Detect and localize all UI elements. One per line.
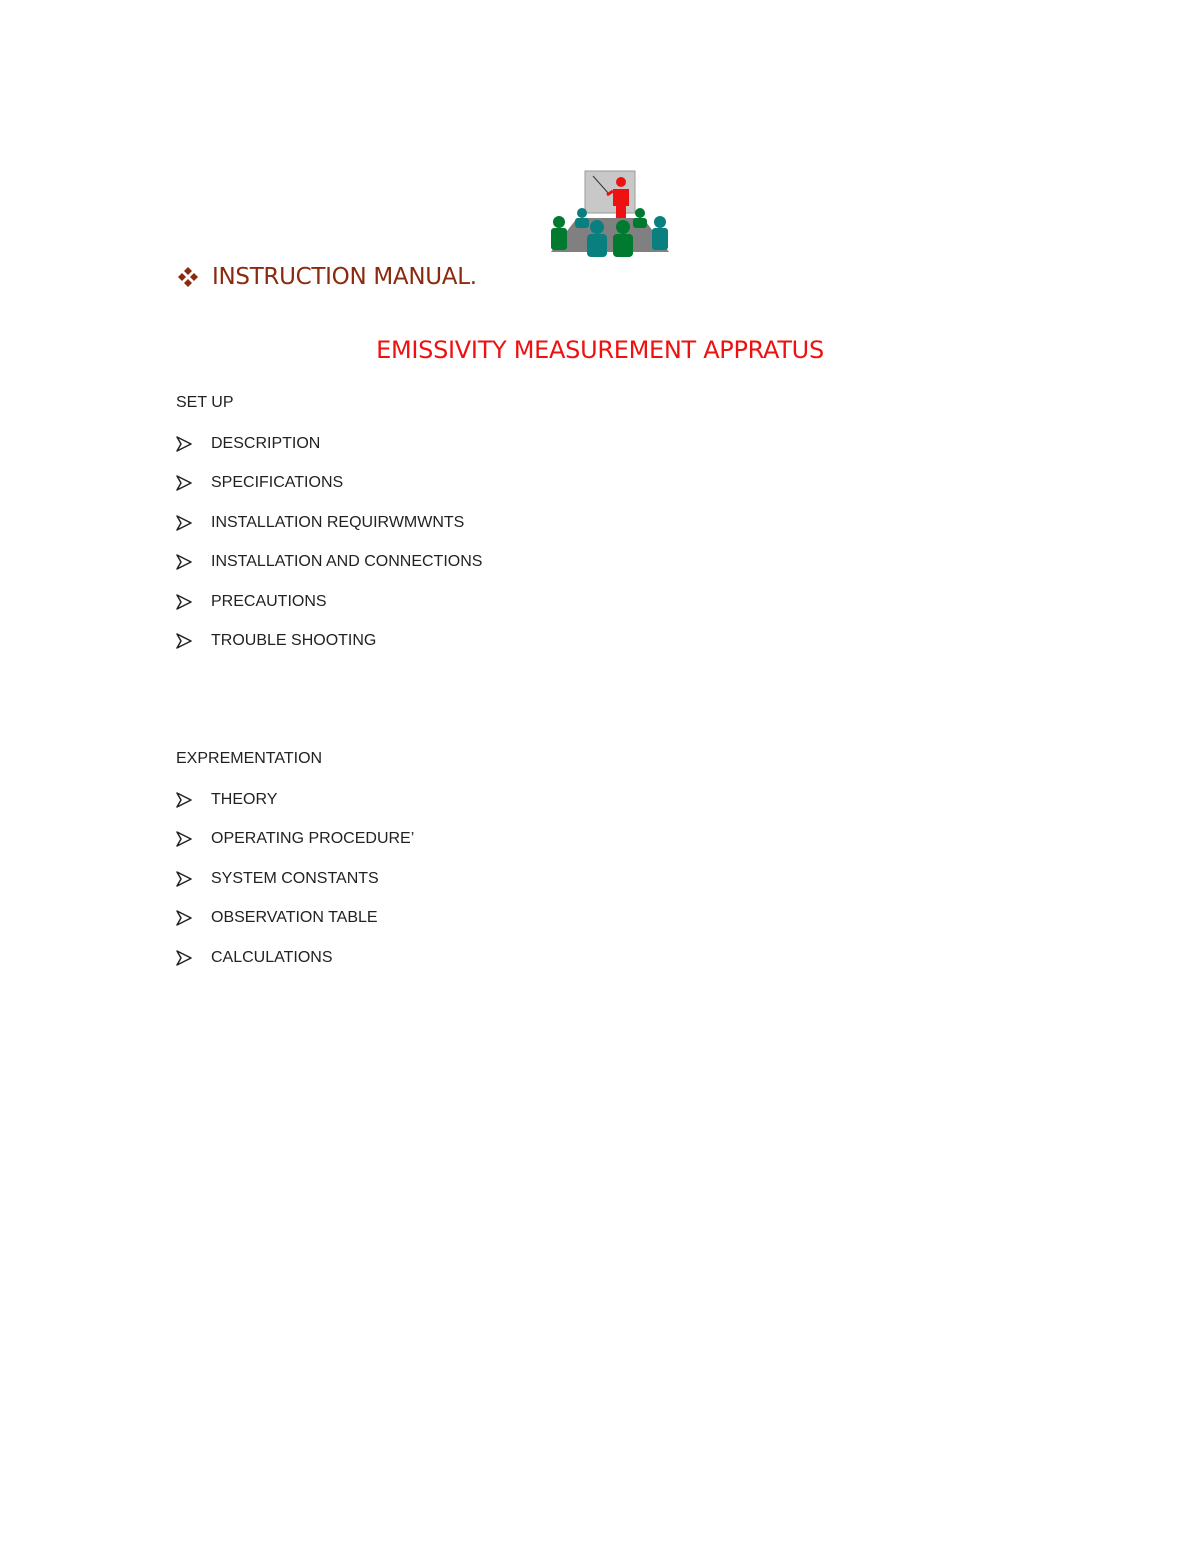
setup-section-label: SET UP: [176, 394, 234, 411]
list-item-label: THEORY: [211, 790, 278, 808]
list-item-label: SPECIFICATIONS: [211, 474, 344, 492]
arrowhead-bullet-icon: [176, 950, 192, 966]
list-item: [176, 503, 482, 543]
list-item: [176, 582, 482, 622]
list-item-label: CALCULATIONS: [211, 948, 333, 966]
list-item-label: TROUBLE SHOOTING: [211, 632, 377, 650]
arrowhead-bullet-icon: [176, 554, 192, 570]
manual-heading: [176, 260, 477, 294]
document-title: EMISSIVITY MEASUREMENT APPRATUS: [376, 336, 824, 364]
experimentation-list: [176, 780, 414, 978]
heading-text: INSTRUCTION MANUAL.: [212, 264, 477, 290]
arrowhead-bullet-icon: [176, 831, 192, 847]
list-item-label: SYSTEM CONSTANTS: [211, 869, 379, 887]
list-item: [176, 820, 414, 860]
arrowhead-bullet-icon: [176, 594, 192, 610]
setup-list: [176, 424, 482, 661]
arrowhead-bullet-icon: [176, 910, 192, 926]
list-item: [176, 543, 482, 583]
list-item-label: OPERATING PROCEDURE’: [211, 830, 415, 848]
list-item: [176, 899, 414, 939]
presentation-meeting-icon: [549, 170, 671, 258]
arrowhead-bullet-icon: [176, 436, 192, 452]
list-item-label: OBSERVATION TABLE: [211, 909, 378, 927]
arrowhead-bullet-icon: [176, 515, 192, 531]
list-item: [176, 859, 414, 899]
arrowhead-bullet-icon: [176, 792, 192, 808]
list-item-label: DESCRIPTION: [211, 434, 321, 452]
list-item: [176, 780, 414, 820]
list-item: [176, 938, 414, 978]
list-item: [176, 464, 482, 504]
experimentation-section-label: EXPREMENTATION: [176, 750, 323, 767]
list-item-label: INSTALLATION AND CONNECTIONS: [211, 553, 483, 571]
diamond-four-bullet-icon: [176, 265, 200, 289]
list-item-label: INSTALLATION REQUIRWMWNTS: [211, 513, 465, 531]
arrowhead-bullet-icon: [176, 871, 192, 887]
list-item: [176, 622, 482, 662]
list-item: [176, 424, 482, 464]
list-item-label: PRECAUTIONS: [211, 592, 327, 610]
arrowhead-bullet-icon: [176, 633, 192, 649]
arrowhead-bullet-icon: [176, 475, 192, 491]
